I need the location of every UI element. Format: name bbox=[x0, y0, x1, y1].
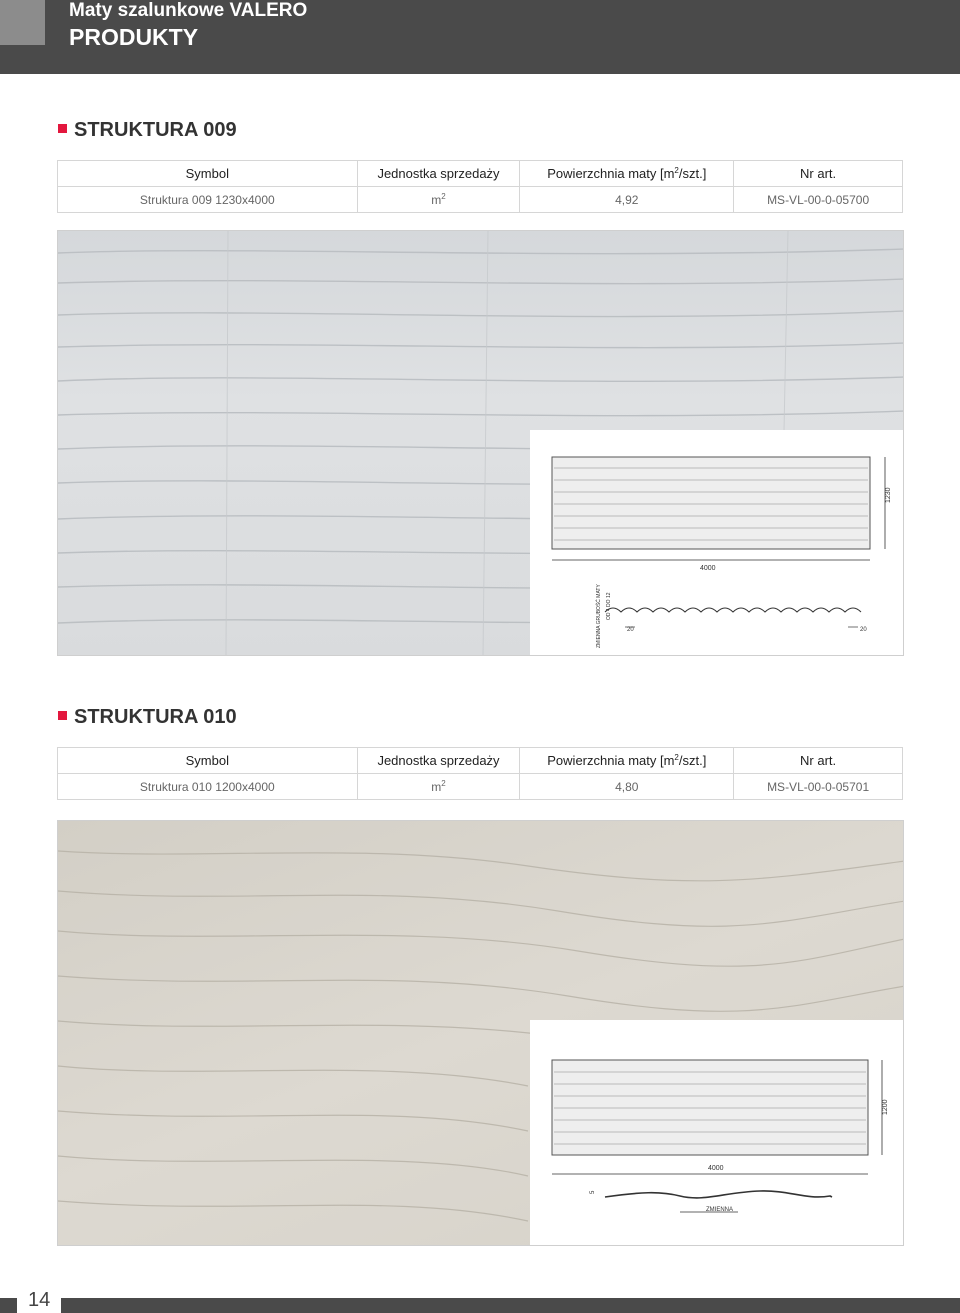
mat-dimension-diagram bbox=[530, 430, 904, 656]
page-header bbox=[0, 0, 960, 74]
col-art: Nr art. bbox=[734, 161, 903, 187]
texture-photo-010 bbox=[57, 820, 904, 1246]
cell-symbol: Struktura 009 1230x4000 bbox=[58, 187, 358, 213]
thickness-note-label: ZMIENNA GRUBOŚĆ MATY bbox=[596, 584, 602, 648]
cell-area: 4,80 bbox=[520, 774, 734, 800]
length-dimension-label: 4000 bbox=[708, 1165, 724, 1172]
col-area: Powierzchnia maty $[m^2/szt.]$ bbox=[520, 748, 734, 774]
section-title-009: STRUKTURA 009 bbox=[58, 119, 237, 142]
header-subtitle: Maty szalunkowe VALERO bbox=[69, 0, 308, 21]
col-unit: Jednostka sprzedaży bbox=[357, 748, 520, 774]
col-symbol: Symbol bbox=[58, 161, 358, 187]
cell-unit: $m^2$ bbox=[357, 774, 520, 800]
technical-drawing-009 bbox=[530, 430, 904, 656]
cell-unit: $m^2$ bbox=[357, 187, 520, 213]
left-edge-label: 20 bbox=[627, 627, 634, 633]
cell-symbol: Struktura 010 1200x4000 bbox=[58, 774, 358, 800]
section-bullet-icon bbox=[58, 124, 67, 133]
page-number: 14 bbox=[28, 1289, 51, 1311]
col-symbol: Symbol bbox=[58, 748, 358, 774]
header-title: PRODUKTY bbox=[69, 24, 199, 50]
cell-art: MS-VL-00-0-05700 bbox=[734, 187, 903, 213]
table-header-row bbox=[58, 161, 903, 187]
length-dimension-label: 4000 bbox=[700, 565, 716, 572]
spec-table-009 bbox=[57, 160, 903, 213]
depth-dimension-label: 5 bbox=[590, 1190, 596, 1194]
cell-art: MS-VL-00-0-05701 bbox=[734, 774, 903, 800]
mat-dimension-diagram bbox=[530, 1020, 904, 1246]
cell-area: 4,92 bbox=[520, 187, 734, 213]
technical-drawing-010 bbox=[530, 1020, 904, 1246]
variable-width-label: ZMIENNA bbox=[706, 1207, 733, 1213]
col-unit: Jednostka sprzedaży bbox=[357, 161, 520, 187]
col-art: Nr art. bbox=[734, 748, 903, 774]
texture-photo-009 bbox=[57, 230, 904, 656]
right-edge-label: 20 bbox=[860, 627, 867, 633]
table-row bbox=[58, 774, 903, 800]
section-title-010: STRUKTURA 010 bbox=[58, 706, 237, 729]
table-header-row bbox=[58, 748, 903, 774]
table-row bbox=[58, 187, 903, 213]
col-area: Powierzchnia maty $[m^2/szt.]$ bbox=[520, 161, 734, 187]
thickness-range-label: OD 4 DO 12 bbox=[606, 592, 612, 620]
header-logo-square bbox=[0, 0, 45, 45]
height-dimension-label: 1230 bbox=[885, 487, 892, 503]
footer-bar bbox=[0, 1298, 960, 1313]
height-dimension-label: 1200 bbox=[882, 1099, 889, 1115]
section-bullet-icon bbox=[58, 711, 67, 720]
spec-table-010 bbox=[57, 747, 903, 800]
